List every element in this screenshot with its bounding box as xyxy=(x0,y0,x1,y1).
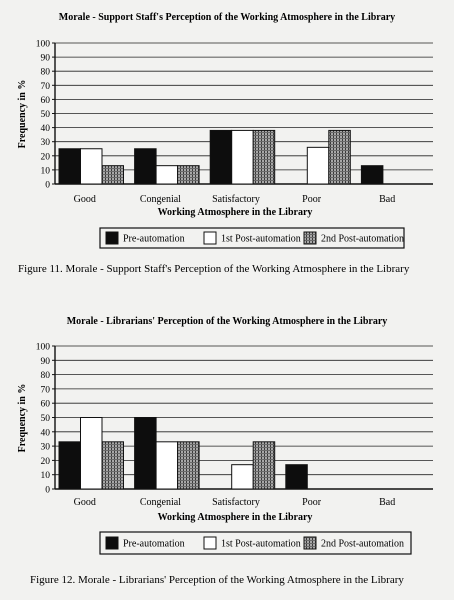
chart-2-x-axis-title: Working Atmosphere in the Library xyxy=(157,512,313,523)
bar-pre xyxy=(361,166,383,184)
figure-11-caption: Figure 11. Morale - Support Staff's Perception of the Working Atmosphere in the Library xyxy=(18,263,410,275)
y-tick-label: 60 xyxy=(40,95,50,106)
legend-label-pre: Pre-automation xyxy=(123,538,185,550)
x-category-label: Poor xyxy=(302,194,322,205)
legend-label-post2: 2nd Post-automation xyxy=(321,538,405,550)
x-category-label: Satisfactory xyxy=(212,194,260,205)
chart-2-y-axis-title: Frequency in % xyxy=(17,383,28,453)
legend-swatch-post1 xyxy=(204,537,216,549)
y-tick-label: 30 xyxy=(40,138,50,149)
figure-12-caption: Figure 12. Morale - Librarians' Perception of the Working Atmosphere in the Library xyxy=(30,574,404,586)
y-tick-label: 50 xyxy=(40,110,50,120)
bar-post1 xyxy=(156,166,178,184)
y-tick-label: 20 xyxy=(40,152,50,163)
y-tick-label: 100 xyxy=(35,342,50,353)
y-tick-label: 80 xyxy=(40,371,50,382)
y-tick-label: 0 xyxy=(45,180,50,191)
legend-label-post1: 1st Post-automation xyxy=(221,538,301,550)
y-tick-label: 30 xyxy=(40,442,50,453)
chart-1-y-axis-title: Frequency in % xyxy=(17,79,28,149)
legend-label-pre: Pre-automation xyxy=(123,233,185,245)
bar-pre xyxy=(135,149,157,184)
chart-legend xyxy=(100,228,404,248)
chart-1-title: Morale - Support Staff's Perception of the Working Atmosphere in the Library xyxy=(58,12,396,23)
x-category-label: Bad xyxy=(379,194,396,205)
y-tick-label: 20 xyxy=(40,456,50,467)
y-tick-label: 10 xyxy=(40,166,50,177)
legend-swatch-post2 xyxy=(304,537,316,549)
y-tick-label: 50 xyxy=(40,414,50,424)
legend-swatch-pre xyxy=(106,232,118,244)
x-category-label: Congenial xyxy=(139,497,181,508)
y-tick-label: 70 xyxy=(40,385,50,396)
bar-post1 xyxy=(307,147,329,184)
legend-label-post2: 2nd Post-automation xyxy=(321,233,405,245)
y-tick-label: 40 xyxy=(40,428,50,439)
y-tick-label: 80 xyxy=(40,67,50,78)
bar-post1 xyxy=(81,418,103,490)
bar-pre xyxy=(286,465,308,489)
legend-swatch-post2 xyxy=(304,232,316,244)
bar-post2 xyxy=(102,442,124,489)
bar-post1 xyxy=(81,149,103,184)
bar-pre xyxy=(210,130,232,184)
y-tick-label: 40 xyxy=(40,124,50,135)
bar-post1 xyxy=(232,465,254,489)
chart-legend xyxy=(100,532,411,554)
bar-post1 xyxy=(232,130,254,184)
bar-post2 xyxy=(178,166,200,184)
y-tick-label: 60 xyxy=(40,399,50,410)
bar-pre xyxy=(59,149,81,184)
x-category-label: Satisfactory xyxy=(212,497,260,508)
y-tick-label: 100 xyxy=(35,39,50,50)
bar-post1 xyxy=(156,442,178,489)
bar-post2 xyxy=(329,130,351,184)
bar-pre xyxy=(59,442,81,489)
bar-post2 xyxy=(178,442,200,489)
legend-swatch-pre xyxy=(106,537,118,549)
y-tick-label: 10 xyxy=(40,471,50,482)
bar-post2 xyxy=(102,166,124,184)
legend-label-post1: 1st Post-automation xyxy=(221,233,301,245)
x-category-label: Good xyxy=(73,194,96,205)
x-category-label: Congenial xyxy=(139,194,181,205)
x-category-label: Good xyxy=(73,497,96,508)
y-tick-label: 90 xyxy=(40,356,50,367)
y-tick-label: 0 xyxy=(45,485,50,496)
x-category-label: Bad xyxy=(379,497,396,508)
bar-pre xyxy=(135,418,157,490)
chart-2-title: Morale - Librarians' Perception of the Working Atmosphere in the Library xyxy=(66,316,388,327)
bar-post2 xyxy=(253,442,275,489)
y-tick-label: 70 xyxy=(40,81,50,92)
y-tick-label: 90 xyxy=(40,53,50,64)
chart-1-x-axis-title: Working Atmosphere in the Library xyxy=(157,207,313,218)
legend-swatch-post1 xyxy=(204,232,216,244)
bar-post2 xyxy=(253,130,275,184)
x-category-label: Poor xyxy=(302,497,322,508)
